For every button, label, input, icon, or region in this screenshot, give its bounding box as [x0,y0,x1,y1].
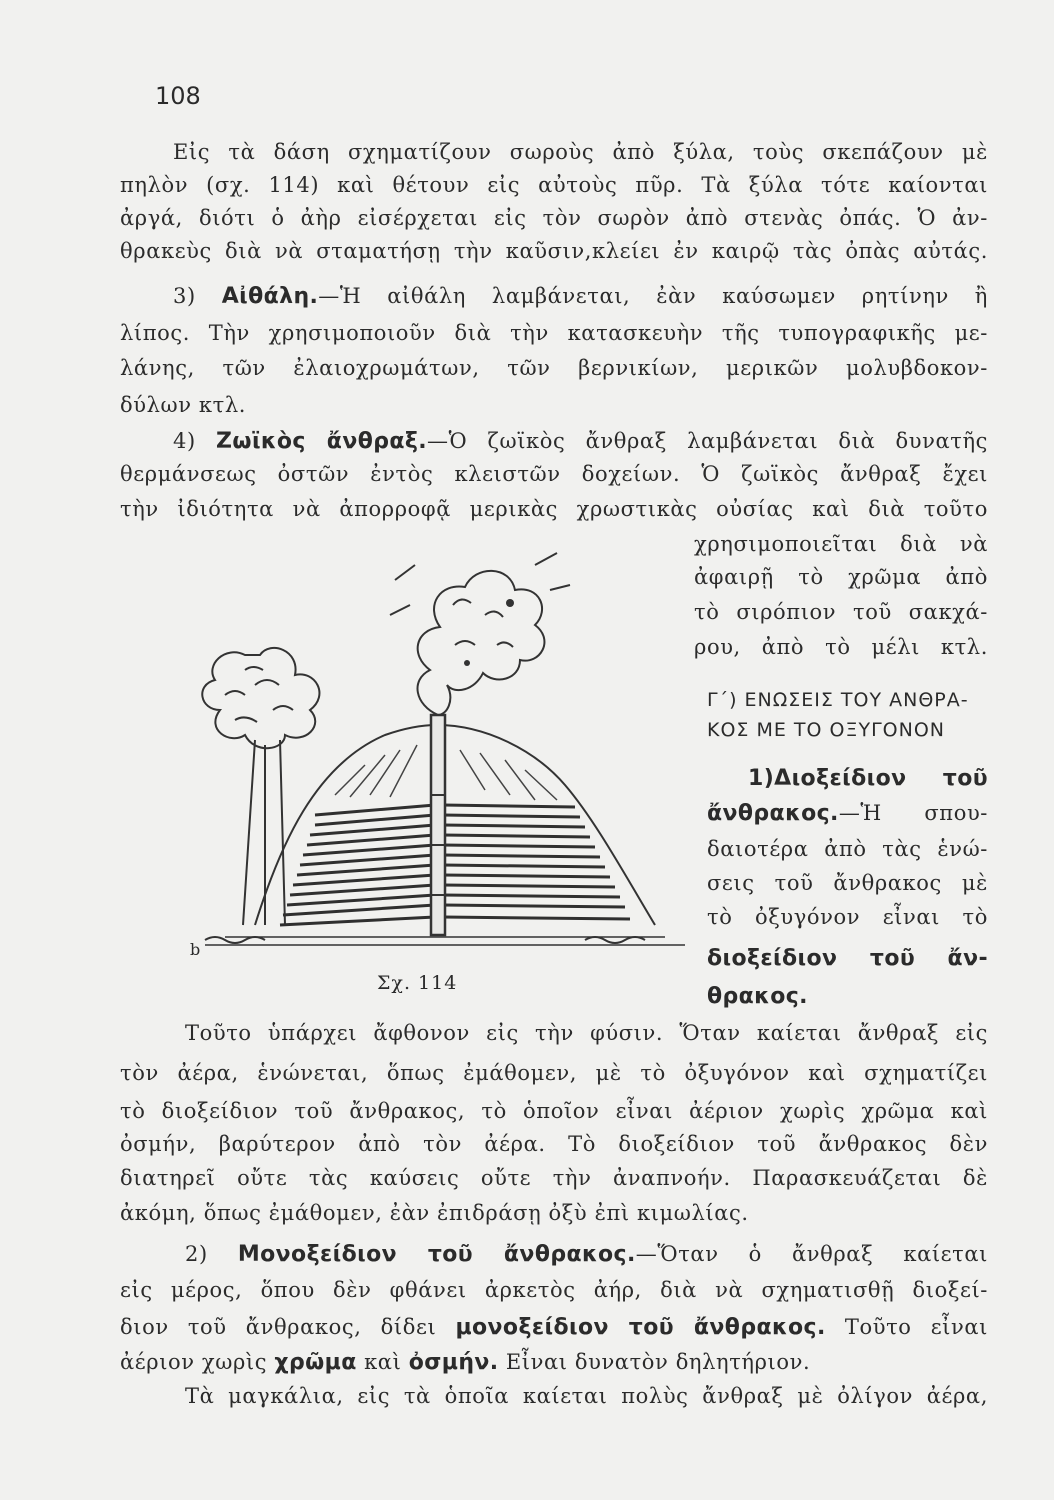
text-span: καὶ [364,1350,402,1374]
text-line: τὸ ὀξυγόνον εἶναι τὸ [707,905,988,929]
term-dioxeidion-line2: ἄνθρακος. [707,801,839,826]
figure-letter: b [190,940,201,959]
text-line: χρησιμοποιεῖται διὰ νὰ [694,532,988,556]
text-line: Τὰ μαγκάλια, εἰς τὰ ὁποῖα καίεται πολὺς ἄνθραξ μὲ ὀλίγον ἀέρα, [185,1384,988,1408]
term-aithali: Αἰθάλη. [221,284,319,309]
section-line-aithali [173,281,988,312]
figure-caption: Σχ. 114 [377,972,458,994]
text-line: λίπος. Τὴν χρησιμοποιοῦν διὰ τὴν κατασκευὴν τῆς τυπογραφικῆς με- [120,321,988,345]
text-span: —Ἡ σπου- [838,801,988,825]
section-heading: Γ΄) ΕΝΩΣΕΙΣ ΤΟΥ ΑΝΘΡΑ- [707,689,969,711]
bold-term-line: διοξείδιον τοῦ ἄν- [707,946,988,971]
text-line: Εἰς τὰ δάση σχηματίζουν σωροὺς ἀπὸ ξύλα, τοὺς σκεπάζουν μὲ [173,140,988,164]
text-line: διατηρεῖ οὔτε τὰς καύσεις οὔτε τὴν ἀναπνοήν. Παρασκευάζεται δὲ [120,1166,988,1190]
bold-term: ὀσμήν. [408,1350,499,1375]
charcoal-kiln-illustration [185,545,697,985]
section-line-dioxeidion [707,798,988,829]
text-line: τὴν ἰδιότητα νὰ ἀπορροφᾷ μερικὰς χρωστικὰς οὐσίας καὶ διὰ τοῦτο [120,497,988,521]
text-span: —Ἡ αἰθάλη λαμβάνεται, ἐὰν καύσωμεν ρητίνην ἢ [318,284,988,308]
text-line: θερμάνσεως ὀστῶν ἐντὸς κλειστῶν δοχείων. Ὁ ζωϊκὸς ἄνθραξ ἔχει [120,462,988,486]
text-line: λάνης, τῶν ἐλαιοχρωμάτων, τῶν βερνικίων, μερικῶν μολυβδοκον- [120,356,988,380]
term-monoxeidion: Μονοξείδιον τοῦ ἄνθρακος. [237,1242,636,1267]
text-line: τὸν ἀέρα, ἑνώνεται, ὅπως ἐμάθομεν, μὲ τὸ ὀξυγόνον καὶ σχηματίζει [120,1061,988,1085]
page-number: 108 [155,82,201,110]
text-span: διον τοῦ ἄνθρακος, δίδει [120,1315,437,1339]
text-span: Εἶναι δυνατὸν δηλητήριον. [505,1350,811,1374]
section-number: 3) [173,284,196,308]
text-line: δύλων κτλ. [120,393,247,417]
text-line: πηλὸν (σχ. 114) καὶ θέτουν εἰς αὐτοὺς πῦρ. Τὰ ξύλα τότε καίονται [120,173,988,197]
bold-term: χρῶμα [274,1350,357,1375]
text-span: ἀέριον χωρὶς [120,1350,268,1374]
term-zoikos-anthrax: Ζωϊκὸς ἄνθραξ. [215,429,428,454]
section-number: 4) [173,429,196,453]
text-line: δαιοτέρα ἀπὸ τὰς ἑνώ- [707,837,988,861]
text-line: ρου, ἀπὸ τὸ μέλι κτλ. [694,635,988,659]
text-span: Τοῦτο εἶναι [844,1315,988,1339]
section-heading: ΚΟΣ ΜΕ ΤΟ ΟΞΥΓΟΝΟΝ [707,719,945,741]
text-line: σεις τοῦ ἄνθρακος μὲ [707,871,988,895]
text-line: ἀκόμη, ὅπως ἐμάθομεν, ἐὰν ἐπιδράσῃ ὀξὺ ἐπὶ κιμωλίας. [120,1201,749,1225]
text-line: ἀργά, διότι ὁ ἀὴρ εἰσέρχεται εἰς τὸν σωρὸν ἀπὸ στενὰς ὀπάς. Ὁ ἀν- [120,206,988,230]
text-line: ὀσμήν, βαρύτερον ἀπὸ τὸν ἀέρα. Τὸ διοξείδιον τοῦ ἄνθρακος δὲν [120,1132,988,1156]
text-line: τὸ σιρόπιον τοῦ σακχά- [694,600,988,624]
text-line: Τοῦτο ὑπάρχει ἄφθονον εἰς τὴν φύσιν. Ὅταν καίεται ἄνθραξ εἰς [185,1021,988,1045]
text-line: εἰς μέρος, ὅπου δὲν φθάνει ἀρκετὸς ἀήρ, διὰ νὰ σχηματισθῇ διοξεί- [120,1278,988,1302]
text-line [120,1347,810,1378]
term-dioxeidion-line1: 1)Διοξείδιον τοῦ [748,766,988,791]
section-line-zoikos [173,426,988,457]
text-line: ἀφαιρῇ τὸ χρῶμα ἀπὸ [694,565,988,589]
text-line: τὸ διοξείδιον τοῦ ἄνθρακος, τὸ ὁποῖον εἶναι ἀέριον χωρὶς χρῶμα καὶ [120,1099,988,1123]
text-line [120,1312,988,1343]
text-span: —Ὅταν ὁ ἄνθραξ καίεται [635,1242,988,1266]
text-span: —Ὁ ζωϊκὸς ἄνθραξ λαμβάνεται διὰ δυνατῆς [427,429,988,453]
section-number: 2) [185,1242,208,1266]
text-line: θρακεὺς διὰ νὰ σταματήσῃ τὴν καῦσιν,κλείει ἐν καιρῷ τὰς ὀπὰς αὐτάς. [120,239,988,263]
bold-term: μονοξείδιον τοῦ ἄνθρακος. [455,1315,826,1340]
bold-term-line: θρακος. [707,984,808,1009]
section-line-monoxeidion [185,1239,988,1270]
